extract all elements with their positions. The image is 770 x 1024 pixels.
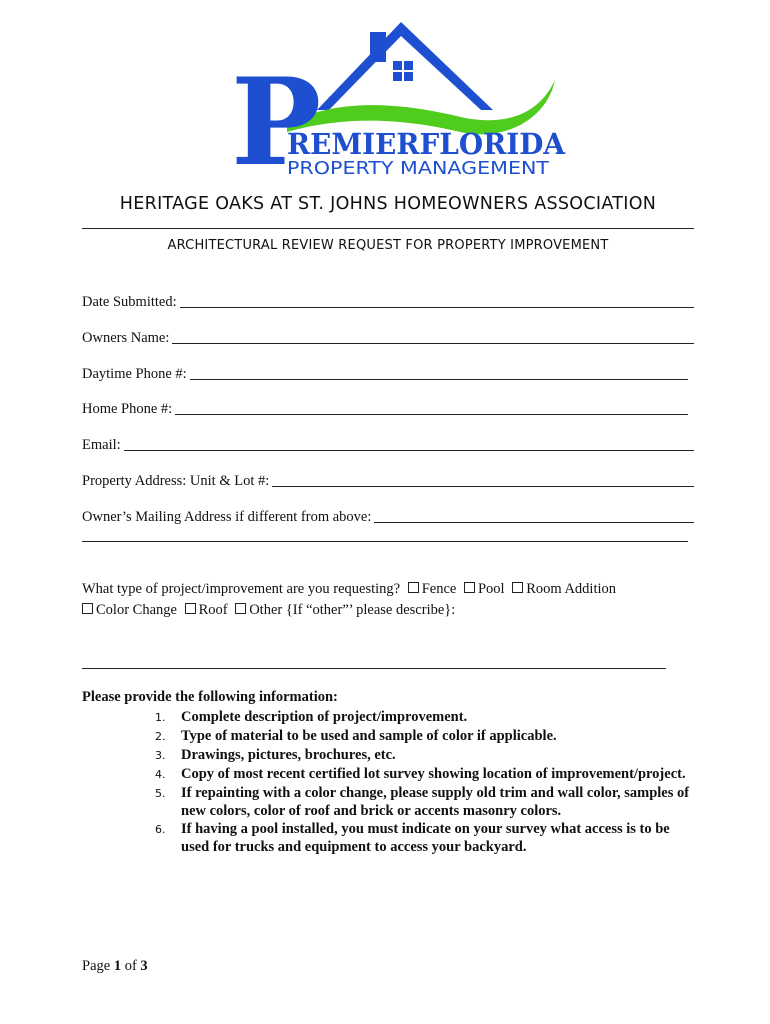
other-describe-input[interactable] xyxy=(82,668,666,669)
list-item-text: If having a pool installed, you must indicate on your survey what access is to be used for trucks and equipment to access your backyard. xyxy=(181,821,670,855)
list-item xyxy=(155,784,700,820)
heading-divider xyxy=(82,228,694,229)
project-type-prompt: What type of project/improvement are you requesting? xyxy=(82,581,401,597)
house-roof-icon xyxy=(225,14,575,184)
field-label: Home Phone #: xyxy=(82,401,173,417)
color-change-checkbox[interactable] xyxy=(82,603,93,614)
list-item-number: 1. xyxy=(155,711,166,724)
association-heading: HERITAGE OAKS AT ST. JOHNS HOMEOWNERS ASSOCIATION xyxy=(119,194,657,214)
room-addition-checkbox[interactable] xyxy=(512,582,523,593)
current-page: 1 xyxy=(113,958,122,974)
daytime-phone-field[interactable] xyxy=(82,363,688,383)
mailing-address-second-line[interactable] xyxy=(82,541,688,542)
list-item-text: Complete description of project/improvement. xyxy=(181,709,468,725)
field-label: Owners Name: xyxy=(82,330,170,346)
list-item-number: 4. xyxy=(155,768,166,781)
other-option-label: Other xyxy=(249,602,283,618)
list-item xyxy=(155,765,700,784)
logo-tagline: PROPERTY MANAGEMENT xyxy=(287,158,551,179)
company-logo xyxy=(225,14,575,184)
pool-option-label: Pool xyxy=(477,581,505,597)
property-address-field[interactable] xyxy=(82,470,694,490)
list-item xyxy=(155,708,700,727)
info-title: Please provide the following information: xyxy=(82,689,338,705)
page-word: Page xyxy=(82,958,111,974)
list-item xyxy=(155,727,700,746)
date-submitted-input[interactable] xyxy=(180,293,694,308)
project-type-question xyxy=(82,579,702,621)
roof-checkbox[interactable] xyxy=(185,603,196,614)
daytime-phone-input[interactable] xyxy=(190,365,688,380)
of-word: of xyxy=(124,958,137,974)
other-describe-note: {If “other”’ please describe}: xyxy=(285,602,456,618)
total-pages: 3 xyxy=(140,958,148,974)
list-item-number: 6. xyxy=(155,823,166,836)
logo-brand-name: REMIERFLORIDA xyxy=(287,127,566,161)
page-number xyxy=(82,958,148,975)
pool-checkbox[interactable] xyxy=(464,582,475,593)
list-item xyxy=(155,820,700,856)
room-addition-option-label: Room Addition xyxy=(526,581,617,597)
info-list xyxy=(155,708,700,856)
list-item-number: 3. xyxy=(155,749,166,762)
field-label: Daytime Phone #: xyxy=(82,366,187,382)
field-label: Date Submitted: xyxy=(82,294,177,310)
color-change-option-label: Color Change xyxy=(96,602,177,618)
list-item-text: Type of material to be used and sample of color if applicable. xyxy=(181,728,557,744)
email-field[interactable] xyxy=(82,434,694,454)
other-checkbox[interactable] xyxy=(235,603,246,614)
list-item xyxy=(155,746,700,765)
fence-checkbox[interactable] xyxy=(408,582,419,593)
home-phone-field[interactable] xyxy=(82,398,688,418)
mailing-address-input[interactable] xyxy=(374,508,694,523)
fence-option-label: Fence xyxy=(421,581,457,597)
field-label: Property Address: Unit & Lot #: xyxy=(82,473,270,489)
field-label: Owner’s Mailing Address if different from above: xyxy=(82,509,372,525)
logo-letter-p: P xyxy=(231,52,322,184)
list-item-text: If repainting with a color change, please supply old trim and wall color, samples of new colors, color of roof and brick or accents masonry colors. xyxy=(181,785,690,819)
home-phone-input[interactable] xyxy=(175,400,688,415)
roof-option-label: Roof xyxy=(198,602,228,618)
owners-name-field[interactable] xyxy=(82,327,694,347)
field-label: Email: xyxy=(82,437,121,453)
list-item-number: 2. xyxy=(155,730,166,743)
form-subheading: ARCHITECTURAL REVIEW REQUEST FOR PROPERTY IMPROVEMENT xyxy=(167,238,609,253)
list-item-text: Drawings, pictures, brochures, etc. xyxy=(181,747,396,763)
owners-name-input[interactable] xyxy=(172,329,694,344)
list-item-number: 5. xyxy=(155,787,166,800)
date-submitted-field[interactable] xyxy=(82,291,694,311)
property-address-input[interactable] xyxy=(272,472,694,487)
list-item-text: Copy of most recent certified lot survey showing location of improvement/project. xyxy=(181,766,686,782)
mailing-address-field[interactable] xyxy=(82,506,694,526)
email-input[interactable] xyxy=(124,436,694,451)
